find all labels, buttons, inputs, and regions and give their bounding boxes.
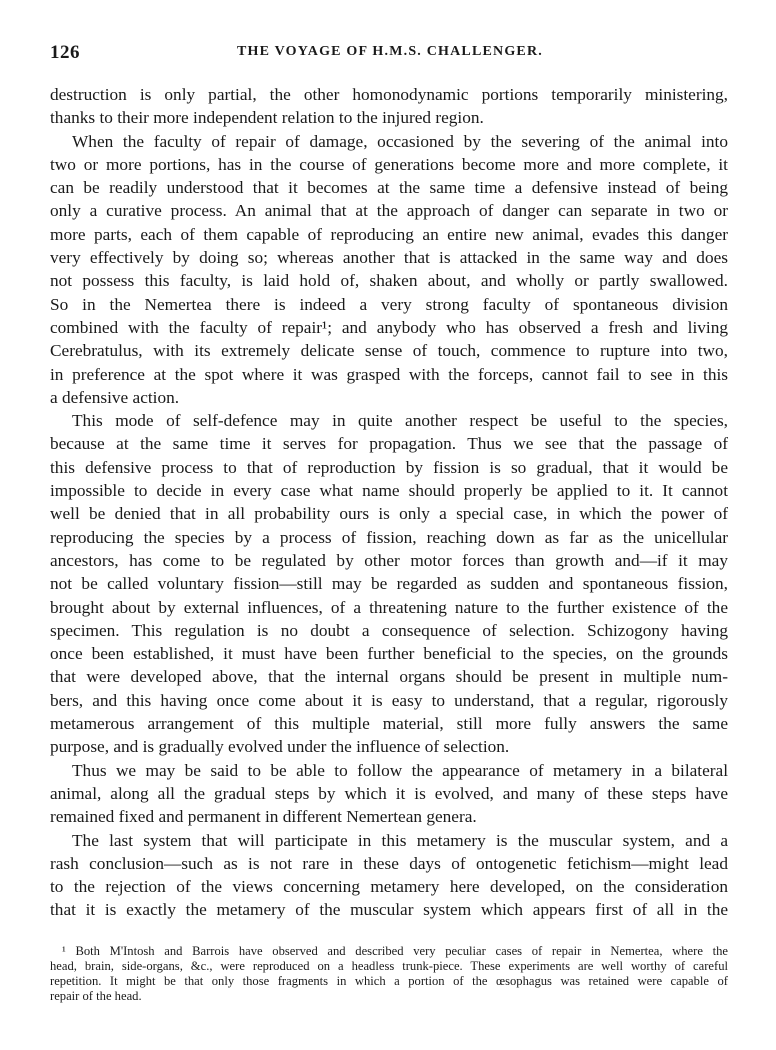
- text-line: well be denied that in all probability ours is only a special case, in which the power of: [50, 504, 728, 524]
- page-header: [50, 42, 730, 66]
- text-line: This mode of self-defence may in quite another respect be useful to the species,: [72, 411, 728, 431]
- text-line: not be called voluntary fission—still may be regarded as sudden and spontaneous fission,: [50, 574, 728, 594]
- text-line: not possess this faculty, is laid hold of, shaken about, and wholly or partly swallowed.: [50, 271, 728, 291]
- text-line: combined with the faculty of repair¹; and anybody who has observed a fresh and living: [50, 317, 728, 337]
- text-line: So in the Nemertea there is indeed a very strong faculty of spontaneous division: [50, 294, 728, 314]
- text-line: brought about by external influences, of a threatening nature to the further existence of the: [50, 597, 728, 617]
- text-line: a defensive action.: [50, 387, 180, 407]
- text-line: this defensive process to that of reproduction by fission is so gradual, that it would be: [50, 457, 728, 477]
- running-title: THE VOYAGE OF H.M.S. CHALLENGER.: [237, 44, 543, 59]
- text-line: reproducing the species by a process of fission, reaching down as far as the unicellular: [50, 527, 728, 547]
- text-line: can be readily understood that it becomes at the same time a defensive instead of being: [50, 178, 728, 198]
- text-line: destruction is only partial, the other homonodynamic portions temporarily ministering,: [50, 85, 728, 104]
- text-line: because at the same time it serves for propagation. Thus we see that the passage of: [50, 434, 728, 454]
- text-line: thanks to their more independent relation to the injured region.: [50, 108, 484, 128]
- text-line: When the faculty of repair of damage, occasioned by the severing of the animal into: [72, 131, 728, 151]
- text-line: bers, and this having once come about it is easy to understand, that a regular, rigorously: [50, 690, 728, 710]
- text-line: The last system that will participate in this metamery is the muscular system, and a: [72, 830, 728, 850]
- text-line: remained fixed and permanent in different Nemertean genera.: [50, 807, 477, 827]
- text-line: very effectively by doing so; whereas another that is attacked in the same way and does: [50, 248, 728, 268]
- text-line: once been established, it must have been further beneficial to the species, on the grounds: [50, 644, 728, 664]
- footnote-line: repetition. It might be that only those fragments in which a portion of the œsophagus was retained were capable of: [50, 974, 728, 988]
- text-line: that were developed above, that the internal organs should be present in multiple num-: [50, 667, 728, 687]
- text-line: in preference at the spot where it was grasped with the forceps, cannot fail to see in this: [50, 364, 728, 384]
- text-line: more parts, each of them capable of reproducing an entire new animal, evades this danger: [50, 224, 728, 244]
- text-line: that it is exactly the metamery of the muscular system which appears first of all in the: [50, 900, 728, 920]
- main-text: [50, 83, 728, 922]
- text-line: purpose, and is gradually evolved under the influence of selection.: [50, 737, 510, 757]
- page-number: 126: [50, 42, 80, 63]
- text-line: only a curative process. An animal that at the approach of danger can separate in two or: [50, 201, 728, 221]
- footnotes: [50, 944, 728, 1004]
- text-line: metamerous arrangement of this multiple material, still more fully answers the same: [50, 714, 728, 734]
- text-line: specimen. This regulation is no doubt a consequence of selection. Schizogony having: [50, 620, 728, 640]
- text-line: rash conclusion—such as is not rare in these days of ontogenetic fetichism—might lead: [50, 853, 728, 873]
- footnote-line: head, brain, side-organs, &c., were reproduced on a headless trunk-piece. These experiments are well worthy of careful: [50, 959, 728, 973]
- text-line: two or more portions, has in the course of generations become more and more complete, it: [50, 154, 728, 174]
- text-line: impossible to decide in every case what name should properly be applied to it. It cannot: [50, 481, 728, 501]
- text-line: Cerebratulus, with its extremely delicate sense of touch, commence to rupture into two,: [50, 341, 728, 361]
- footnote-line: repair of the head.: [50, 989, 142, 1003]
- text-line: ancestors, has come to be regulated by other motor forces than growth and—if it may: [50, 550, 728, 570]
- text-line: animal, along all the gradual steps by which it is evolved, and many of these steps have: [50, 783, 728, 803]
- text-line: to the rejection of the views concerning metamery here developed, on the consideration: [50, 877, 728, 897]
- footnote-line: ¹ Both M'Intosh and Barrois have observed and described very peculiar cases of repair in Nemertea, where the: [62, 944, 728, 958]
- text-line: Thus we may be said to be able to follow the appearance of metamery in a bilateral: [72, 760, 728, 780]
